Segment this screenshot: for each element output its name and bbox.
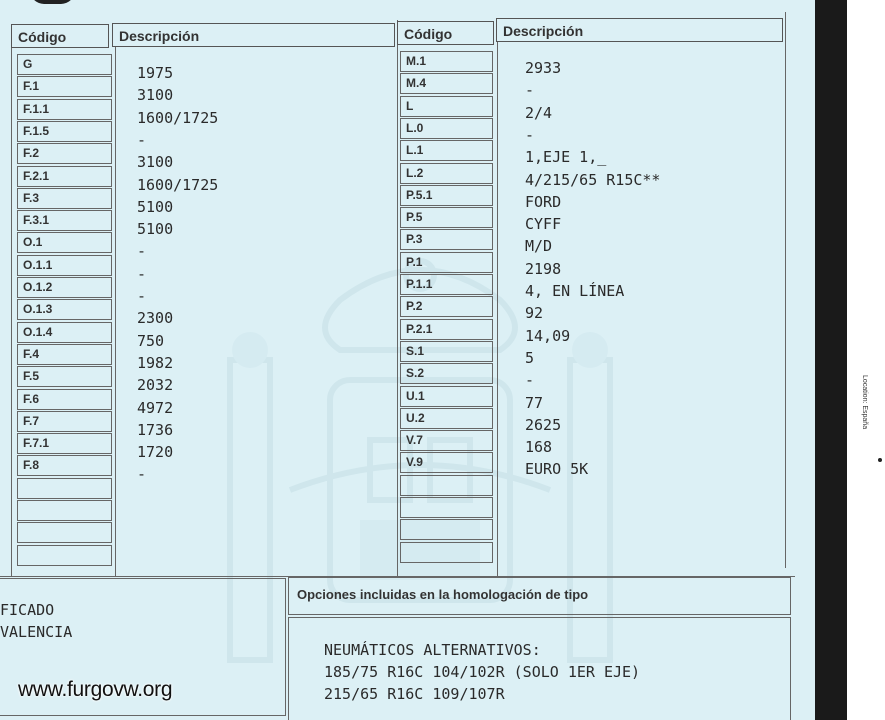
left-row-code-cell: O.1 <box>17 232 112 253</box>
right-row-empty-cell <box>400 475 493 496</box>
options-line-2: 185/75 R16C 104/102R (SOLO 1ER EJE) <box>324 663 641 681</box>
right-row-value-cell: - <box>525 81 535 100</box>
left-row-code-cell: O.1.4 <box>17 322 112 343</box>
right-row-code-cell: P.1.1 <box>400 274 493 295</box>
right-row-value-cell: 4/215/65 R15C** <box>525 170 661 189</box>
right-row-code-cell: M.1 <box>400 51 493 72</box>
right-row-code-cell: U.1 <box>400 386 493 407</box>
right-row-code-cell: P.3 <box>400 229 493 250</box>
left-code-header-label: Código <box>18 29 67 45</box>
left-desc-header-label: Descripción <box>119 28 200 44</box>
left-row-code-cell: F.3 <box>17 188 112 209</box>
right-row-code-cell: M.4 <box>400 73 493 94</box>
right-desc-header <box>496 18 783 42</box>
certifier-line-2: VALENCIA <box>0 623 73 641</box>
scan-edge-shadow <box>815 0 847 720</box>
left-row-code-cell: F.4 <box>17 344 112 365</box>
right-row-code-cell: P.2 <box>400 296 493 317</box>
left-row-empty-cell <box>17 522 112 543</box>
left-row-value-cell: 3100 <box>137 86 174 105</box>
options-line-1: NEUMÁTICOS ALTERNATIVOS: <box>324 641 541 659</box>
right-row-value-cell: 5 <box>525 348 535 367</box>
left-row-code-cell: O.1.3 <box>17 299 112 320</box>
right-row-empty-cell <box>400 497 493 518</box>
right-row-value-cell: - <box>525 125 535 144</box>
right-row-code-cell: L.0 <box>400 118 493 139</box>
left-row-empty-cell <box>17 478 112 499</box>
right-code-header <box>397 21 494 45</box>
right-row-empty-cell <box>400 542 493 563</box>
left-row-empty-cell <box>17 500 112 521</box>
middle-table-divider <box>397 20 398 576</box>
left-row-value-cell: - <box>137 287 147 305</box>
left-row-empty-cell <box>17 545 112 566</box>
left-row-code-cell: F.6 <box>17 389 112 410</box>
right-code-header-label: Código <box>404 26 453 42</box>
right-row-value-cell: M/D <box>525 237 553 256</box>
right-row-value-cell: CYFF <box>525 215 562 234</box>
right-row-value-cell: 1,EJE 1,_ <box>525 148 607 167</box>
left-row-code-cell: F.1 <box>17 76 112 97</box>
right-row-code-cell: L.2 <box>400 163 493 184</box>
right-row-value-cell: 168 <box>525 438 553 457</box>
left-row-value-cell: 3100 <box>137 153 174 172</box>
right-row-code-cell: S.1 <box>400 341 493 362</box>
right-row-code-cell: S.2 <box>400 363 493 384</box>
left-row-code-cell: O.1.1 <box>17 255 112 276</box>
right-row-code-cell: P.5.1 <box>400 185 493 206</box>
site-watermark: www.furgovw.org <box>18 678 173 701</box>
right-row-code-cell: U.2 <box>400 408 493 429</box>
left-row-code-cell: F.5 <box>17 366 112 387</box>
left-row-code-cell: F.1.1 <box>17 99 112 120</box>
right-row-code-cell: V.7 <box>400 430 493 451</box>
left-table-divider <box>115 24 116 576</box>
right-row-code-cell: P.1 <box>400 252 493 273</box>
left-row-value-cell: 1982 <box>137 353 174 372</box>
right-row-value-cell: 2198 <box>525 259 562 278</box>
right-table-border <box>785 12 786 568</box>
left-row-value-cell: 1975 <box>137 64 174 82</box>
right-row-value-cell: 2/4 <box>525 103 553 122</box>
left-row-value-cell: 2032 <box>137 376 174 395</box>
side-location-text: Location: España <box>861 375 868 430</box>
left-desc-header <box>112 23 395 47</box>
top-logo-fragment <box>30 0 75 4</box>
left-row-value-cell: 1736 <box>137 420 174 439</box>
right-row-value-cell: 2933 <box>525 59 562 77</box>
side-mark <box>878 458 882 462</box>
right-row-code-cell: L <box>400 96 493 117</box>
left-row-code-cell: F.7.1 <box>17 433 112 454</box>
left-row-code-cell: F.2.1 <box>17 166 112 187</box>
left-row-value-cell: 4972 <box>137 398 174 417</box>
left-row-value-cell: - <box>137 264 147 283</box>
right-row-code-cell: V.9 <box>400 452 493 473</box>
right-table-divider <box>497 20 498 576</box>
left-code-header <box>11 24 109 48</box>
left-row-value-cell: 750 <box>137 331 165 350</box>
right-row-empty-cell <box>400 519 493 540</box>
right-row-value-cell: FORD <box>525 192 562 211</box>
adjacent-page <box>847 0 885 720</box>
right-row-code-cell: L.1 <box>400 140 493 161</box>
right-desc-header-label: Descripción <box>503 23 584 39</box>
right-row-value-cell: 92 <box>525 304 544 323</box>
left-row-value-cell: - <box>137 130 147 149</box>
left-row-value-cell: 2300 <box>137 309 174 328</box>
left-row-value-cell: 1720 <box>137 443 174 462</box>
left-row-code-cell: F.2 <box>17 143 112 164</box>
left-row-value-cell: 5100 <box>137 220 174 239</box>
left-row-code-cell: F.1.5 <box>17 121 112 142</box>
right-row-value-cell: EURO 5K <box>525 460 589 479</box>
right-row-value-cell: 14,09 <box>525 326 571 345</box>
left-row-code-cell: G <box>17 54 112 75</box>
right-row-value-cell: 77 <box>525 393 544 412</box>
right-row-value-cell: - <box>525 371 535 390</box>
left-row-value-cell: 1600/1725 <box>137 108 219 127</box>
left-row-code-cell: O.1.2 <box>17 277 112 298</box>
right-row-value-cell: 4, EN LÍNEA <box>525 282 625 300</box>
options-line-3: 215/65 R16C 109/107R <box>324 685 505 703</box>
left-row-code-cell: F.8 <box>17 455 112 476</box>
right-row-code-cell: P.2.1 <box>400 319 493 340</box>
right-row-value-cell: 2625 <box>525 415 562 434</box>
left-row-value-cell: - <box>137 242 147 261</box>
left-row-value-cell: 1600/1725 <box>137 175 219 194</box>
certifier-line-1: FICADO <box>0 601 55 619</box>
left-row-value-cell: 5100 <box>137 197 174 216</box>
left-row-code-cell: F.3.1 <box>17 210 112 231</box>
left-row-value-cell: - <box>137 465 147 484</box>
right-row-code-cell: P.5 <box>400 207 493 228</box>
options-title: Opciones incluidas en la homologación de tipo <box>297 587 589 602</box>
left-row-code-cell: F.7 <box>17 411 112 432</box>
left-table-border <box>11 24 12 576</box>
